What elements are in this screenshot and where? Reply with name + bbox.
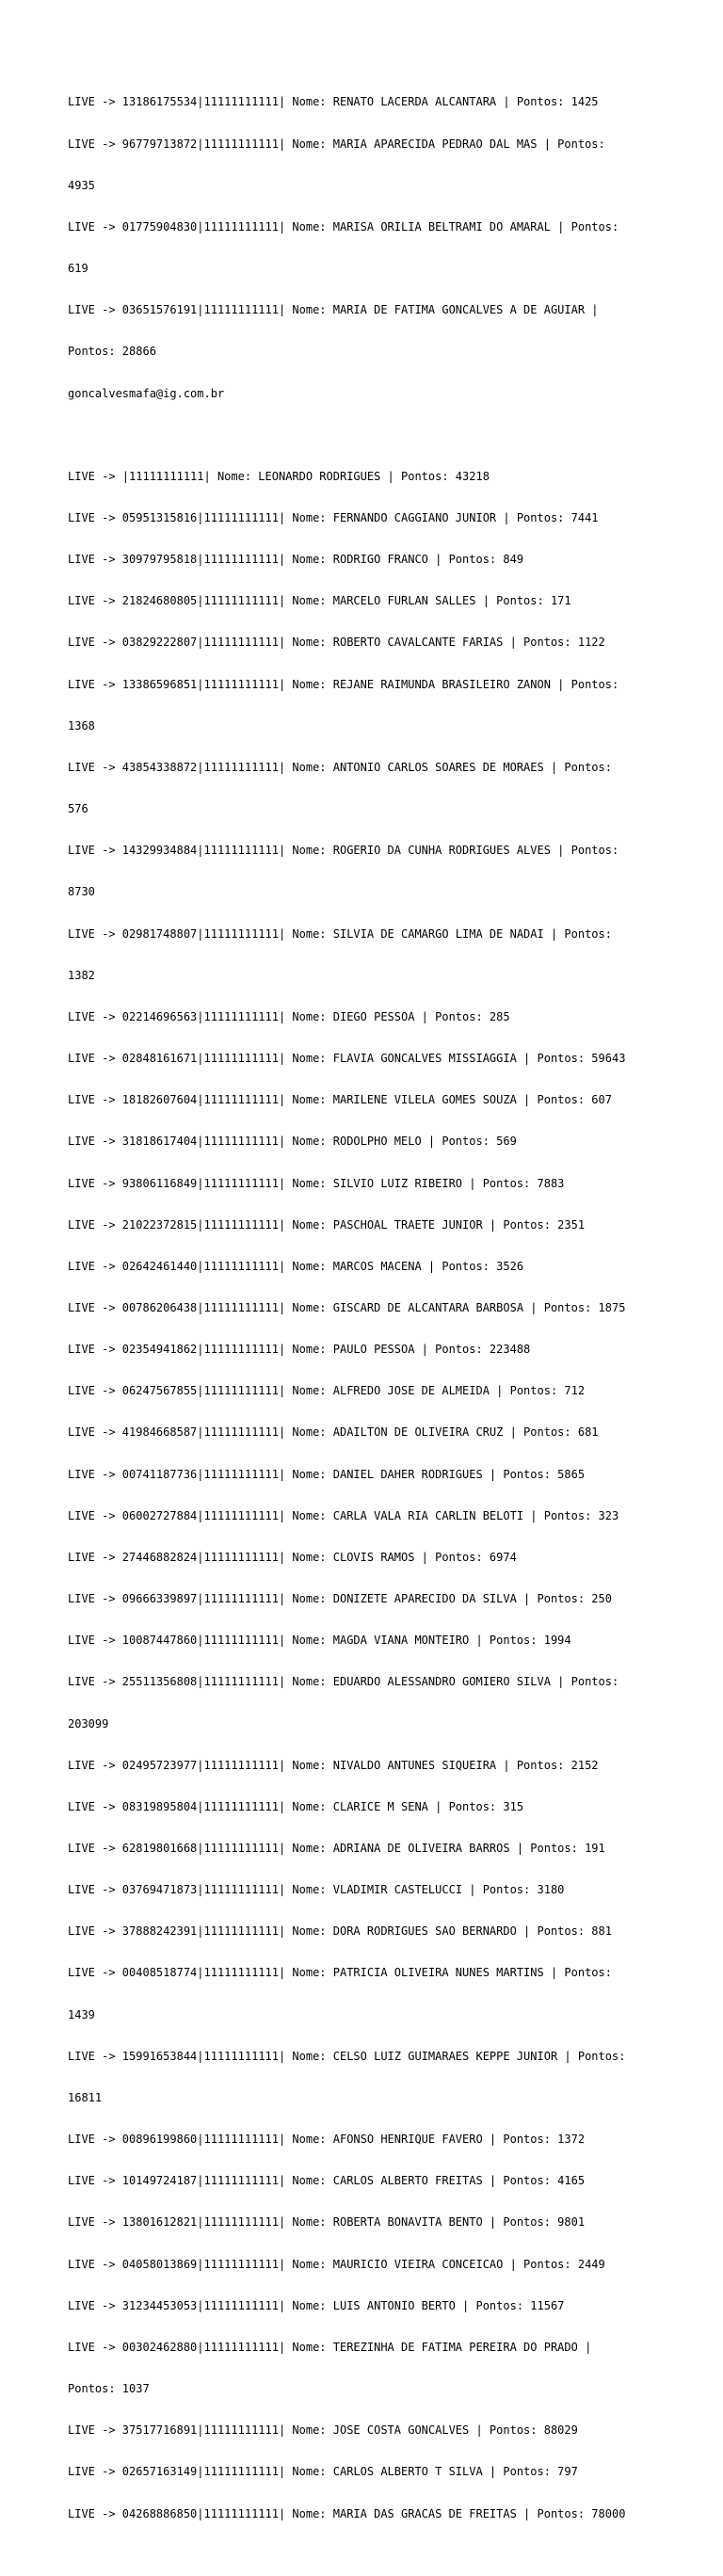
text-line: LIVE -> 03829222807|11111111111| Nome: ROBERTO CAVALCANTE FARIAS | Pontos: 1122 bbox=[68, 636, 605, 650]
text-line: LIVE -> 21824680805|11111111111| Nome: MARCELO FURLAN SALLES | Pontos: 171 bbox=[68, 594, 571, 608]
text-line: LIVE -> 02981748807|11111111111| Nome: SILVIA DE CAMARGO LIMA DE NADAI | Pontos: bbox=[68, 926, 612, 941]
text-line: LIVE -> 00786206438|11111111111| Nome: GISCARD DE ALCANTARA BARBOSA | Pontos: 1875 bbox=[68, 1300, 626, 1314]
text-line: LIVE -> 02657163149|11111111111| Nome: CARLOS ALBERTO T SILVA | Pontos: 797 bbox=[68, 2465, 578, 2479]
text-line: LIVE -> 02642461440|11111111111| Nome: MARCOS MACENA | Pontos: 3526 bbox=[68, 1259, 524, 1273]
text-line: LIVE -> 41984668587|11111111111| Nome: ADAILTON DE OLIVEIRA CRUZ | Pontos: 681 bbox=[68, 1425, 599, 1440]
text-line: LIVE -> 04268886850|11111111111| Nome: MARIA DAS GRACAS DE FREITAS | Pontos: 78000 bbox=[68, 2506, 626, 2520]
text-line: LIVE -> 93806116849|11111111111| Nome: SILVIO LUIZ RIBEIRO | Pontos: 7883 bbox=[68, 1176, 565, 1190]
document-text-body bbox=[68, 68, 670, 2576]
text-line: 1382 bbox=[68, 968, 95, 982]
text-line: LIVE -> 03769471873|11111111111| Nome: VLADIMIR CASTELUCCI | Pontos: 3180 bbox=[68, 1883, 565, 1897]
text-line: LIVE -> 14329934884|11111111111| Nome: ROGERIO DA CUNHA RODRIGUES ALVES | Pontos: bbox=[68, 844, 619, 858]
text-line: LIVE -> 37517716891|11111111111| Nome: JOSE COSTA GONCALVES | Pontos: 88029 bbox=[68, 2423, 578, 2438]
text-line: 1368 bbox=[68, 718, 95, 733]
text-line: Pontos: 1037 bbox=[68, 2382, 150, 2396]
blank-line bbox=[68, 428, 670, 443]
text-line: LIVE -> 96779713872|11111111111| Nome: MARIA APARECIDA PEDRAO DAL MAS | Pontos: bbox=[68, 137, 605, 151]
text-line: LIVE -> 02214696563|11111111111| Nome: DIEGO PESSOA | Pontos: 285 bbox=[68, 1009, 510, 1023]
text-line: Pontos: 28866 bbox=[68, 345, 156, 359]
email-text: goncalvesmafa@ig.com.br bbox=[68, 386, 225, 400]
text-line: LIVE -> 00408518774|11111111111| Nome: PATRICIA OLIVEIRA NUNES MARTINS | Pontos: bbox=[68, 1966, 612, 1980]
text-line: LIVE -> 08319895804|11111111111| Nome: CLARICE M SENA | Pontos: 315 bbox=[68, 1799, 524, 1813]
text-line: LIVE -> 06002727884|11111111111| Nome: CARLA VALA RIA CARLIN BELOTI | Pontos: 323 bbox=[68, 1508, 619, 1522]
text-line: LIVE -> 02848161671|11111111111| Nome: FLAVIA GONCALVES MISSIAGGIA | Pontos: 59643 bbox=[68, 1052, 626, 1066]
text-line: LIVE -> 02495723977|11111111111| Nome: NIVALDO ANTUNES SIQUEIRA | Pontos: 2152 bbox=[68, 1758, 599, 1772]
text-line: 576 bbox=[68, 802, 88, 816]
text-line: LIVE -> 31234453053|11111111111| Nome: LUIS ANTONIO BERTO | Pontos: 11567 bbox=[68, 2298, 565, 2312]
text-line: LIVE -> 27446882824|11111111111| Nome: CLOVIS RAMOS | Pontos: 6974 bbox=[68, 1550, 517, 1564]
text-line: LIVE -> 05951315816|11111111111| Nome: FERNANDO CAGGIANO JUNIOR | Pontos: 7441 bbox=[68, 511, 599, 524]
text-line: 1439 bbox=[68, 2007, 95, 2021]
text-line: LIVE -> 13386596851|11111111111| Nome: REJANE RAIMUNDA BRASILEIRO ZANON | Pontos: bbox=[68, 677, 619, 691]
text-line: LIVE -> 06247567855|11111111111| Nome: ALFREDO JOSE DE ALMEIDA | Pontos: 712 bbox=[68, 1384, 586, 1398]
text-line: LIVE -> 10149724187|11111111111| Nome: CARLOS ALBERTO FREITAS | Pontos: 4165 bbox=[68, 2174, 586, 2188]
text-line: LIVE -> 02354941862|11111111111| Nome: PAULO PESSOA | Pontos: 223488 bbox=[68, 1343, 531, 1357]
text-line: LIVE -> 00741187736|11111111111| Nome: DANIEL DAHER RODRIGUES | Pontos: 5865 bbox=[68, 1467, 586, 1481]
text-line: 8730 bbox=[68, 885, 95, 899]
text-line: 16811 bbox=[68, 2090, 103, 2104]
text-line: LIVE -> 01775904830|11111111111| Nome: MARISA ORILIA BELTRAMI DO AMARAL | Pontos: bbox=[68, 219, 619, 233]
text-line bbox=[68, 2549, 670, 2563]
text-line: LIVE -> 30979795818|11111111111| Nome: RODRIGO FRANCO | Pontos: 849 bbox=[68, 553, 524, 567]
text-line: LIVE -> 13801612821|11111111111| Nome: ROBERTA BONAVITA BENTO | Pontos: 9801 bbox=[68, 2215, 586, 2230]
text-line: 4935 bbox=[68, 178, 95, 192]
text-line: LIVE -> 03651576191|11111111111| Nome: MARIA DE FATIMA GONCALVES A DE AGUIAR | bbox=[68, 303, 599, 317]
text-line: LIVE -> 10087447860|11111111111| Nome: MAGDA VIANA MONTEIRO | Pontos: 1994 bbox=[68, 1634, 571, 1648]
text-line: LIVE -> |11111111111| Nome: LEONARDO RODRIGUES | Pontos: 43218 bbox=[68, 469, 490, 483]
text-line: LIVE -> 31818617404|11111111111| Nome: RODOLPHO MELO | Pontos: 569 bbox=[68, 1135, 517, 1149]
text-line: LIVE -> 00302462880|11111111111| Nome: TEREZINHA DE FATIMA PEREIRA DO PRADO | bbox=[68, 2340, 592, 2354]
text-line: LIVE -> 18182607604|11111111111| Nome: MARILENE VILELA GOMES SOUZA | Pontos: 607 bbox=[68, 1093, 612, 1107]
text-line: LIVE -> 62819801668|11111111111| Nome: ADRIANA DE OLIVEIRA BARROS | Pontos: 191 bbox=[68, 1842, 605, 1855]
text-line: LIVE -> 04058013869|11111111111| Nome: MAURICIO VIEIRA CONCEICAO | Pontos: 2449 bbox=[68, 2257, 605, 2271]
text-line: LIVE -> 37888242391|11111111111| Nome: DORA RODRIGUES SAO BERNARDO | Pontos: 881 bbox=[68, 1924, 612, 1939]
text-line: 619 bbox=[68, 262, 88, 276]
text-line: LIVE -> 25511356808|11111111111| Nome: EDUARDO ALESSANDRO GOMIERO SILVA | Pontos: bbox=[68, 1675, 619, 1689]
text-line: LIVE -> 09666339897|11111111111| Nome: DONIZETE APARECIDO DA SILVA | Pontos: 250 bbox=[68, 1592, 612, 1606]
text-line: LIVE -> 13186175534|11111111111| Nome: RENATO LACERDA ALCANTARA | Pontos: 1425 bbox=[68, 95, 599, 109]
text-line: LIVE -> 00896199860|11111111111| Nome: AFONSO HENRIQUE FAVERO | Pontos: 1372 bbox=[68, 2133, 586, 2147]
text-line: LIVE -> 43854338872|11111111111| Nome: ANTONIO CARLOS SOARES DE MORAES | Pontos: bbox=[68, 760, 612, 774]
text-line: LIVE -> 15991653844|11111111111| Nome: CELSO LUIZ GUIMARAES KEPPE JUNIOR | Pontos: bbox=[68, 2049, 626, 2063]
text-line: 203099 bbox=[68, 1716, 109, 1731]
text-line: LIVE -> 21022372815|11111111111| Nome: PASCHOAL TRAETE JUNIOR | Pontos: 2351 bbox=[68, 1217, 586, 1232]
